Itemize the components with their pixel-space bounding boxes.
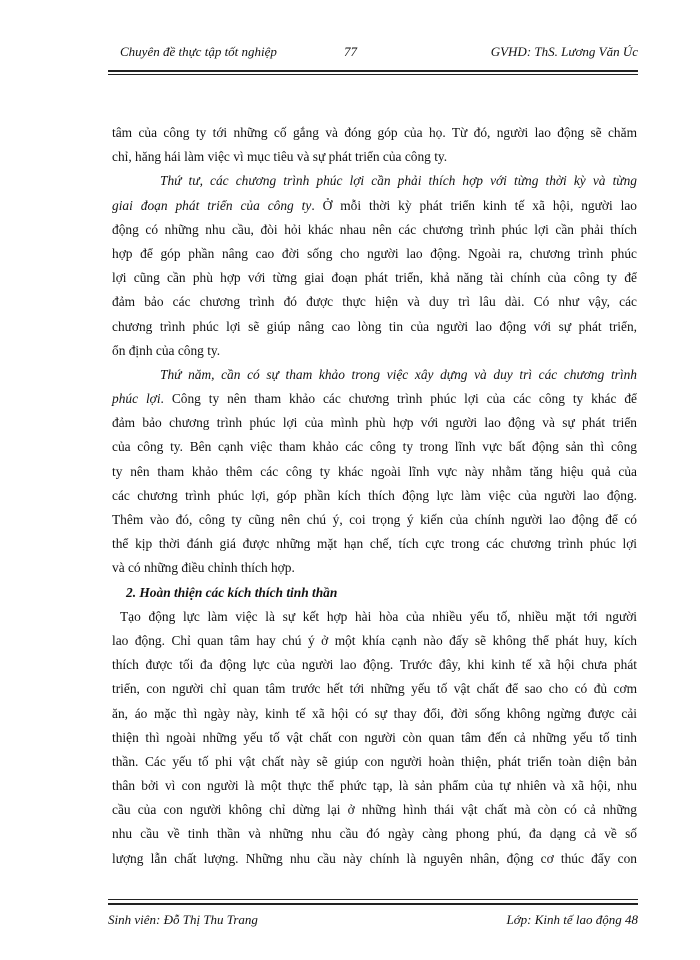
body-line <box>112 194 637 218</box>
body-line: nhu cầu về tinh thần và những nhu cầu đó ngày càng phong phú, đa dạng cả về số <box>112 826 637 842</box>
page-footer <box>108 912 638 932</box>
body-line: và có những điều chỉnh thích hợp. <box>112 560 295 576</box>
body-line: đảm bảo chương trình phúc lợi của mình phù hợp với người lao động và sự phát triển <box>112 415 637 431</box>
italic-emphasis: giai đoạn phát triển của công ty <box>112 197 312 213</box>
footer-student: Sinh viên: Đỗ Thị Thu Trang <box>108 912 258 927</box>
footer-rule-thin <box>108 899 638 900</box>
footer-rule-thick <box>108 903 638 905</box>
page-number: 77 <box>344 44 357 59</box>
header-document-title: Chuyên đề thực tập tốt nghiệp <box>120 44 277 59</box>
body-line: lợi cũng cần phù hợp với từng giai đoạn phát triển, khả năng tài chính của công ty để <box>112 270 637 286</box>
body-line: cầu của con người không chỉ dừng lại ở những hình thái vật chất mà còn có cả những <box>112 802 637 818</box>
body-text: . Công ty nên tham khảo các chương trình phúc lợi của các công ty khác để <box>160 391 638 407</box>
body-line: tâm của công ty tới những cố gắng và đóng góp của họ. Từ đó, người lao động sẽ chăm <box>112 125 637 140</box>
header-rule-thin <box>108 74 638 75</box>
body-line: chỉ, hăng hái làm việc vì mục tiêu và sự phát triển của công ty. <box>112 149 448 165</box>
body-line: Thêm vào đó, công ty cũng nên chú ý, coi trọng ý kiến của chính người lao động để có <box>112 512 637 527</box>
body-line: đảm bảo các chương trình đó được thực hiện và duy trì lâu dài. Có như vậy, các <box>112 294 637 310</box>
page-header <box>108 44 638 64</box>
body-line: động có những nhu cầu, đòi hỏi khác nhau nên các chương trình phúc lợi cần phải thích <box>112 221 637 237</box>
header-supervisor: GVHD: ThS. Lương Văn Úc <box>490 44 638 59</box>
section-heading: 2. Hoàn thiện các kích thích tinh thần <box>126 584 338 600</box>
body-text: . Ở mỗi thời kỳ phát triển kinh tế xã hội, người lao <box>311 197 637 213</box>
paragraph-heading-fifth: Thứ năm, cần có sự tham khảo trong việc xây dựng và duy trì các chương trình <box>160 366 637 382</box>
body-line: ổn định của công ty. <box>112 342 221 358</box>
body-line <box>112 387 637 411</box>
body-line: chương trình phúc lợi sẽ giúp nâng cao lòng tin của người lao động với sự phát triển, <box>112 318 637 334</box>
paragraph-heading-fourth: Thứ tư, các chương trình phúc lợi cần phải thích hợp với từng thời kỳ và từng <box>160 173 637 189</box>
italic-emphasis: phúc lợi <box>112 391 161 407</box>
body-line: thần. Các yếu tố phi vật chất này sẽ giúp con người hoàn thiện, phát triển toàn diện bản <box>112 753 637 769</box>
body-line: triển, con người chỉ quan tâm trước hết tới những yếu tố vật chất để sao cho có đủ cơm <box>112 681 637 697</box>
body-line: lao động. Chỉ quan tâm hay chú ý ở một khía cạnh nào đấy sẽ không thể phát huy, kích <box>112 632 637 648</box>
body-line: của công ty. Bên cạnh việc tham khảo các công ty trong lĩnh vực bất động sản thì công <box>112 439 637 455</box>
header-rule-thick <box>108 70 638 72</box>
body-line: thiện thì ngoài những yếu tố vật chất con người còn quan tâm đến cả những yếu tố tinh <box>112 729 637 745</box>
body-line: lượng lẫn chất lượng. Những nhu cầu này chính là nguyên nhân, động cơ thúc đẩy con <box>112 850 637 866</box>
body-line: thể kịp thời đánh giá được những mặt hạn chế, tích cực trong các chương trình phúc lợi <box>112 536 637 552</box>
footer-class: Lớp: Kinh tế lao động 48 <box>506 912 638 927</box>
body-line: các chương trình phúc lợi, góp phần kích thích động lực làm việc của người lao động. <box>112 487 637 503</box>
body-line: ăn, áo mặc thì ngày này, kinh tế xã hội có sự thay đổi, đời sống không ngừng được cải <box>112 705 637 721</box>
body-line: hợp để góp phần nâng cao đời sống cho người lao động. Ngoài ra, chương trình phúc <box>112 245 637 261</box>
body-line: thích được tối đa động lực của người lao động. Trước đây, khi kinh tế xã hội chưa phát <box>112 657 637 673</box>
body-line: Tạo động lực làm việc là sự kết hợp hài hòa của nhiều yếu tố, nhiều mặt tới người <box>120 608 637 624</box>
body-line: ty nên tham khảo thêm các công ty khác ngoài lĩnh vực này nhằm tăng hiệu quả của <box>112 463 637 479</box>
document-body <box>112 121 637 871</box>
body-line: thân bởi vì con người là một thực thể phức tạp, là sản phẩm của tự nhiên và xã hội, nhu <box>112 778 637 794</box>
